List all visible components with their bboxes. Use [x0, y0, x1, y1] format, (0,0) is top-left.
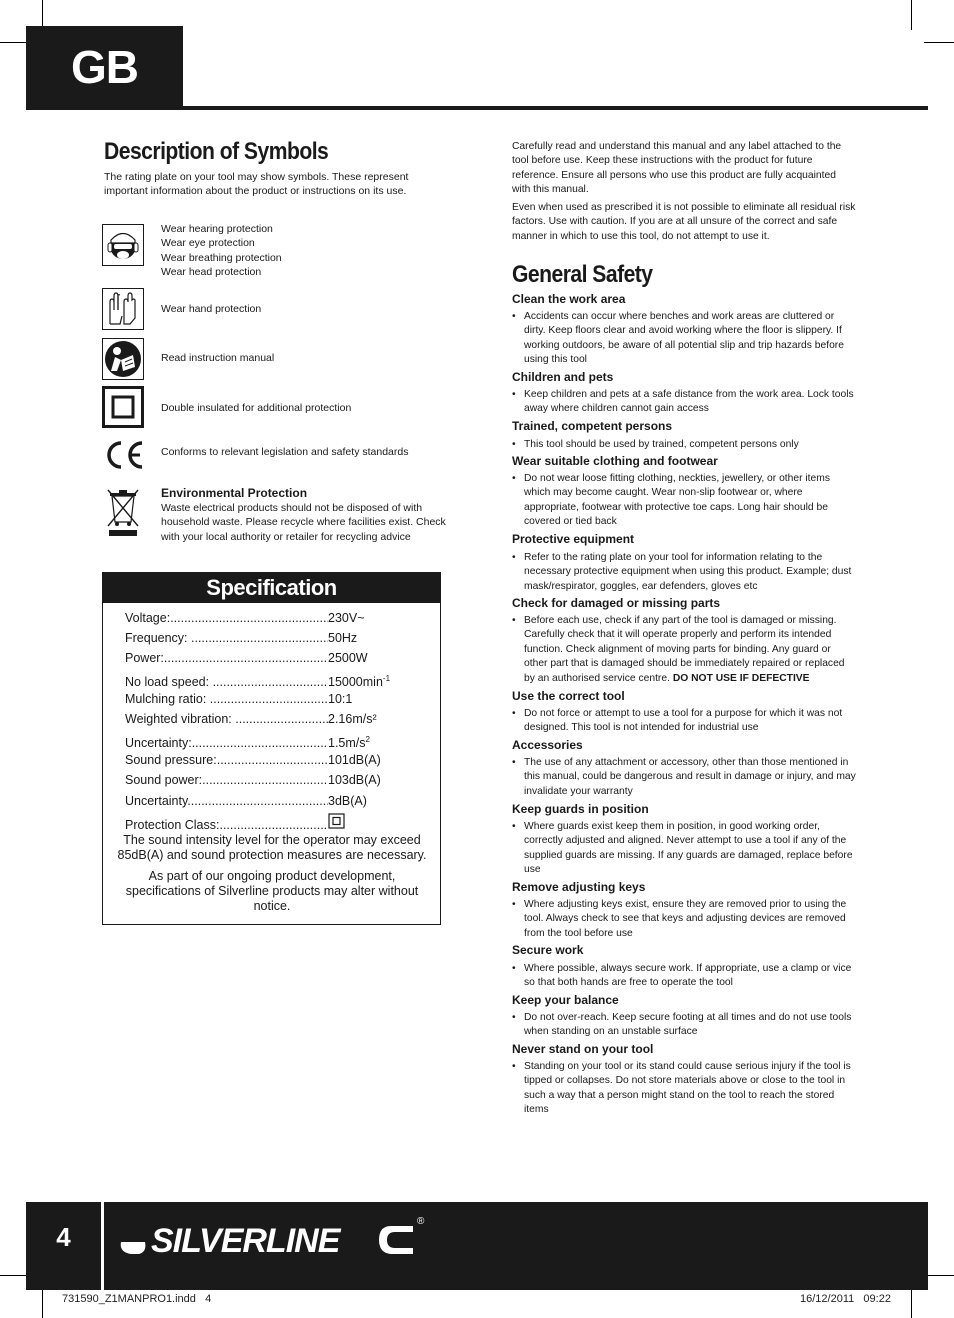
spec-label: Sound pressure: ..... — [125, 752, 328, 768]
symbol-text-line: Wear hand protection — [161, 303, 262, 315]
safety-heading: Clean the work area — [512, 292, 626, 306]
footer-divider — [101, 1202, 104, 1290]
residual-risk-paragraph: Even when used as prescribed it is not possible to eliminate all residual risk factors. Use with caution. If you are at all unsure of the correct and safe manner in which to use this tool, do not attempt to use it. — [512, 202, 856, 242]
gloves-icon — [102, 288, 144, 330]
spec-value: 230V~ — [328, 611, 365, 625]
symbol-text-line: Wear eye protection — [161, 237, 255, 250]
spec-value: 2.16m/s² — [328, 712, 377, 726]
safety-heading: Protective equipment — [512, 532, 635, 546]
safety-bullet: • The use of any attachment or accessory, other than those mentioned in this manual, could be dangerous and result in damage or injury, and may invalidate your warranty — [512, 756, 857, 799]
spec-row — [125, 813, 425, 833]
spec-row — [125, 650, 425, 666]
safety-heading: Keep guards in position — [512, 802, 649, 816]
spec-row — [125, 732, 425, 751]
symbol-text-line: Wear head protection — [161, 266, 262, 279]
safety-bullet: • Do not force or attempt to use a tool for a purpose for which it was not designed. This tool is not intended for industrial use — [512, 707, 857, 736]
spec-row — [125, 711, 425, 727]
safety-bullet: • Where guards exist keep them in position, in good working order, correctly adjusted and aligned. Never attempt to use a tool if any of the supplied guards are missing. If any guards are damaged, replace before use — [512, 820, 857, 878]
date-slug: 16/12/2011 09:22 — [800, 1293, 891, 1305]
spec-row — [125, 630, 425, 646]
safety-bullet: • This tool should be used by trained, competent persons only — [512, 438, 857, 452]
manual-icon — [102, 338, 144, 380]
safety-bullet: • Where possible, always secure work. If appropriate, use a clamp or vice so that both hands are free to operate the tool — [512, 962, 857, 991]
spec-label: Mulching ratio: ..... — [125, 691, 328, 707]
safety-heading: Trained, competent persons — [512, 419, 673, 433]
spec-value: 15000min — [328, 675, 383, 690]
crop-mark — [911, 1288, 912, 1318]
safety-warning-text: DO NOT USE IF DEFECTIVE — [672, 672, 810, 684]
symbol-text-line: Double insulated for additional protection — [161, 402, 352, 414]
spec-label: Sound power: ..... — [125, 772, 328, 788]
safety-bullet: • Standing on your tool or its stand could cause serious injury if the tool is tipped or collapses. Do not store materials above or close to the tool in such a way that a person might stand on the tool to reach the stored items — [512, 1060, 857, 1118]
ppe-head-icon — [102, 224, 144, 266]
environmental-text: Waste electrical products should not be disposed of with household waste. Please recycle where facilities exist. Check with your local authority or retailer for recycling advice — [161, 502, 446, 543]
safety-heading: Wear suitable clothing and footwear — [512, 454, 718, 468]
symbol-text-line: Conforms to relevant legislation and safety standards — [161, 446, 409, 458]
spec-label: Power: ..... — [125, 650, 328, 666]
safety-bullet-text: Before each use, check if any part of the tool is damaged or missing. Carefully check that it will operate properly and perform its intended function. Check alignment of moving parts for binding. Any guard or other part that is damaged should be immediately repaired or replaced by an authorised service centre. — [524, 615, 845, 684]
safety-heading: Keep your balance — [512, 993, 619, 1007]
spec-value: 103dB(A) — [328, 773, 381, 787]
header-rule — [183, 106, 928, 110]
spec-row — [125, 610, 425, 626]
spec-value: 101dB(A) — [328, 753, 381, 767]
page-number: 4 — [56, 1222, 71, 1252]
spec-label: No load speed: ..... — [125, 674, 328, 690]
silverline-logo — [117, 1212, 427, 1264]
spec-development-note: As part of our ongoing product development, specifications of Silverline products may alter without notice. — [125, 869, 419, 913]
safety-heading: Use the correct tool — [512, 689, 625, 703]
crop-mark — [911, 0, 912, 30]
safety-heading: Children and pets — [512, 370, 614, 384]
symbols-intro: The rating plate on your tool may show symbols. These represent important information about the product or instructions on its use. — [104, 171, 409, 198]
safety-bullet: • Do not wear loose fitting clothing, neckties, jewellery, or other items which may become caught. Wear non-slip footwear or, where appropriate, footwear with protective toe caps. Long hair should be covered or tied back — [512, 472, 857, 530]
symbol-text-line: Wear breathing protection — [161, 251, 282, 264]
registered-mark: ® — [417, 1216, 425, 1227]
safety-bullet: • Do not over-reach. Keep secure footing at all times and do not use tools when standing on an unstable surface — [512, 1011, 857, 1040]
spec-label: Voltage: ..... — [125, 610, 328, 626]
spec-superscript: 2 — [365, 735, 370, 744]
spec-sound-note: The sound intensity level for the operator may exceed 85dB(A) and sound protection measures are necessary. — [117, 833, 427, 862]
ce-mark-icon — [102, 434, 144, 476]
safety-bullet: • Refer to the rating plate on your tool for information relating to the necessary protective equipment when using this product. Example; dust mask/respirator, goggles, ear defenders, gloves etc — [512, 551, 857, 594]
symbol-text-line: Read instruction manual — [161, 352, 275, 364]
spec-label: Uncertainty: ..... — [125, 735, 328, 751]
brand-wordmark: SILVERLINE — [151, 1222, 340, 1260]
crop-mark — [924, 1275, 954, 1276]
safety-heading: Accessories — [512, 738, 583, 752]
spec-row — [125, 691, 425, 707]
weee-bin-icon — [102, 486, 144, 538]
specification-box — [102, 572, 441, 925]
spec-label: Protection Class: ..... — [125, 817, 328, 833]
spec-label: Weighted vibration: ..... — [125, 711, 328, 727]
spec-row — [125, 671, 425, 690]
safety-bullet: • Where adjusting keys exist, ensure they are removed prior to using the tool. Always check to see that keys and adjusting devices are removed from the tool before use — [512, 898, 857, 941]
safety-heading: Check for damaged or missing parts — [512, 596, 721, 610]
crop-mark — [42, 1288, 43, 1318]
protection-class-icon — [328, 813, 345, 833]
spec-label: Frequency: ..... — [125, 630, 328, 646]
spec-row — [125, 772, 425, 788]
safety-heading: Secure work — [512, 943, 584, 957]
spec-value: 3dB(A) — [328, 794, 367, 808]
spec-row — [125, 752, 425, 768]
spec-value: 50Hz — [328, 631, 358, 645]
spec-row — [125, 793, 425, 809]
general-safety-title: General Safety — [512, 261, 653, 288]
safety-bullet: • Accidents can occur where benches and work areas are cluttered or dirty. Keep floors clear and avoid working where the floor is slippery. If working outdoors, be aware of all potential slip and trip hazards before using this tool — [512, 310, 857, 368]
spec-value: 2500W — [328, 651, 368, 665]
spec-value: 10:1 — [328, 692, 353, 706]
manual-intro-paragraph: Carefully read and understand this manual and any label attached to the tool before use. Keep these instructions with the product for future reference. Ensure all persons who use this product are fully acquainted with this manual. — [512, 141, 842, 196]
file-slug: 731590_Z1MANPRO1.indd 4 — [62, 1293, 212, 1305]
safety-heading: Never stand on your tool — [512, 1042, 654, 1056]
symbols-title: Description of Symbols — [104, 138, 329, 165]
safety-heading: Remove adjusting keys — [512, 880, 646, 894]
spec-label: Uncertainty ..... — [125, 793, 328, 809]
spec-superscript: -1 — [382, 674, 391, 683]
language-code: GB — [71, 41, 138, 93]
spec-value: 1.5m/s — [328, 736, 366, 751]
specification-title: Specification — [206, 575, 337, 600]
safety-bullet: • Keep children and pets at a safe distance from the work area. Lock tools away where children cannot gain access — [512, 388, 857, 417]
crop-mark — [924, 42, 954, 43]
double-insulated-icon — [102, 386, 144, 428]
symbol-text-line: Wear hearing protection — [161, 223, 273, 235]
environmental-heading: Environmental Protection — [161, 486, 308, 500]
safety-bullet — [512, 614, 857, 686]
